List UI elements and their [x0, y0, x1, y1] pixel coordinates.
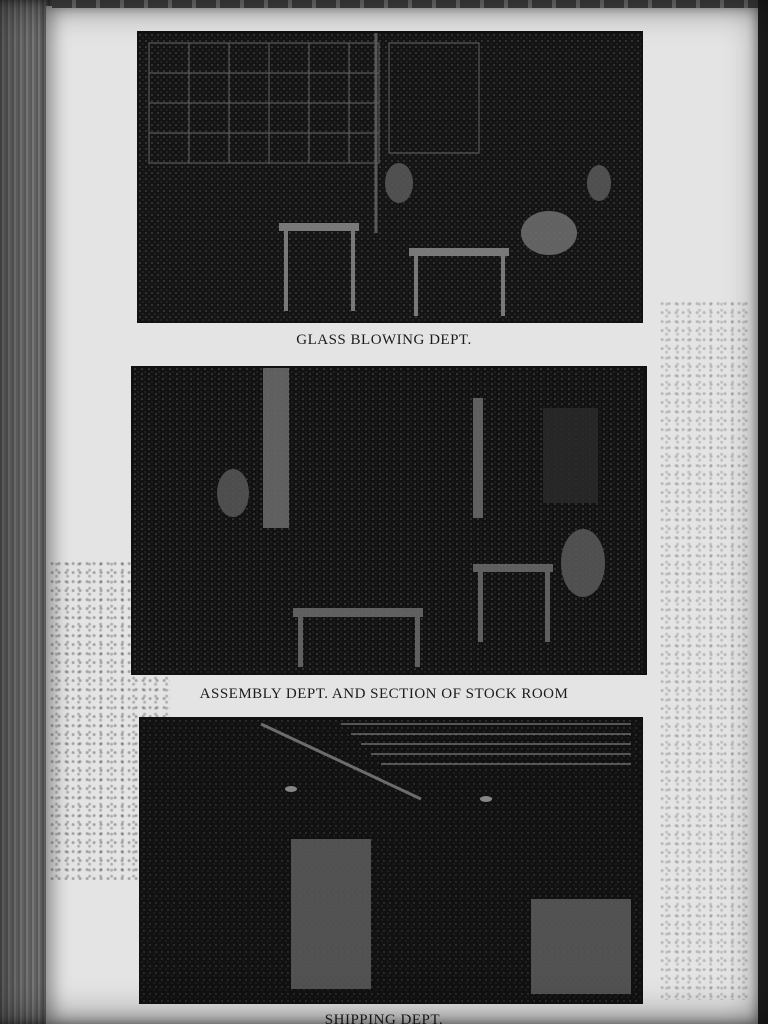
ink-speckle-right	[660, 300, 750, 1000]
caption-glass-blowing: GLASS BLOWING DEPT.	[296, 332, 472, 348]
book-binding	[0, 0, 52, 1024]
photo-glass-blowing	[137, 31, 643, 323]
photo-assembly-stock-room	[131, 366, 647, 675]
caption-shipping: SHIPPING DEPT.	[324, 1012, 444, 1024]
page-top-edge	[52, 0, 758, 8]
caption-assembly-stock-room: ASSEMBLY DEPT. AND SECTION OF STOCK ROOM	[199, 686, 569, 702]
photo-shipping	[139, 717, 643, 1004]
